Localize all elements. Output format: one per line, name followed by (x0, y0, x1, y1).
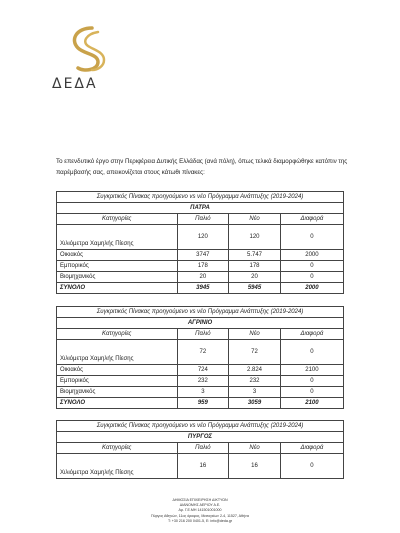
total-old: 3945 (177, 283, 229, 294)
deda-logo (58, 24, 118, 74)
cell-new: 232 (229, 376, 281, 387)
row-label: Βιομηχανικός (57, 387, 178, 398)
table-row (57, 225, 344, 250)
row-label: Χιλιόμετρα Χαμηλής Πίεσης (57, 340, 178, 365)
col-header: Διαφορά (280, 443, 343, 454)
total-old: 959 (177, 398, 229, 409)
cell-new: 20 (229, 272, 281, 283)
cell-old: 232 (177, 376, 229, 387)
cell-new: 3 (229, 387, 281, 398)
page-footer (0, 498, 400, 524)
col-header: Νέο (229, 214, 281, 225)
cell-diff: 0 (280, 454, 343, 479)
cell-diff: 0 (280, 261, 343, 272)
intro-text: Το επενδυτικό έργο στην Περιφέρεια Δυτικής Ελλάδας (ανά πόλη), όπως τελικά διαμορφώθηκε κατόπιν της παρέμβασής σας, απεικονίζεται στους κάτωθι πίνακες: (56, 158, 348, 176)
cell-old: 178 (177, 261, 229, 272)
cell-new: 5.747 (229, 250, 281, 261)
cell-diff: 0 (280, 340, 343, 365)
cell-old: 20 (177, 272, 229, 283)
cell-diff: 0 (280, 376, 343, 387)
cell-diff: 0 (280, 272, 343, 283)
table-row (57, 261, 344, 272)
row-label: Βιομηχανικός (57, 272, 178, 283)
col-header: Παλιό (177, 329, 229, 340)
col-header: Παλιό (177, 443, 229, 454)
table-city: ΠΑΤΡΑ (57, 203, 344, 214)
cell-old: 120 (177, 225, 229, 250)
table-city: ΑΓΡΙΝΙΟ (57, 318, 344, 329)
cell-new: 16 (229, 454, 281, 479)
col-header: Νέο (229, 329, 281, 340)
table-row (57, 454, 344, 479)
row-label: Εμπορικός (57, 376, 178, 387)
total-label: ΣΥΝΟΛΟ (57, 398, 178, 409)
table-row (57, 376, 344, 387)
table-city: ΠΥΡΓΟΣ (57, 432, 344, 443)
table-row (57, 387, 344, 398)
table-row (57, 365, 344, 376)
cell-old: 3747 (177, 250, 229, 261)
cell-new: 72 (229, 340, 281, 365)
footer-line: Πύργος Αθηνών, 11ος όροφος, Μεσογείων 2-4, 11527, Αθήνα (151, 513, 249, 518)
row-label: Οικιακός (57, 250, 178, 261)
total-diff: 2100 (280, 398, 343, 409)
table-agrinio (56, 306, 344, 409)
cell-new: 120 (229, 225, 281, 250)
cell-diff: 2000 (280, 250, 343, 261)
table-row (57, 250, 344, 261)
table-caption: Συγκριτικός Πίνακας προηγούμενο vs νέο Πρόγραμμα Ανάπτυξης (2019-2024) (57, 192, 344, 203)
table-row (57, 340, 344, 365)
total-new: 3059 (229, 398, 281, 409)
cell-old: 724 (177, 365, 229, 376)
total-new: 5945 (229, 283, 281, 294)
footer-line: Τ: +30 216 200 0401-5, Ε: info@deda.gr (167, 518, 233, 523)
total-label: ΣΥΝΟΛΟ (57, 283, 178, 294)
cell-diff: 0 (280, 225, 343, 250)
footer-line: ΔΙΑΝΟΜΗΣ ΑΕΡΙΟΥ Α.Ε. (179, 503, 221, 508)
total-row (57, 283, 344, 294)
col-header: Διαφορά (280, 214, 343, 225)
cell-old: 72 (177, 340, 229, 365)
table-caption: Συγκριτικός Πίνακας προηγούμενο vs νέο Πρόγραμμα Ανάπτυξης (2019-2024) (57, 307, 344, 318)
table-caption: Συγκριτικός Πίνακας προηγούμενο vs νέο Πρόγραμμα Ανάπτυξης (2019-2024) (57, 421, 344, 432)
row-label: Οικιακός (57, 365, 178, 376)
col-header: Διαφορά (280, 329, 343, 340)
deda-logo-mark-icon (58, 24, 118, 74)
cell-diff: 2100 (280, 365, 343, 376)
cell-new: 2.824 (229, 365, 281, 376)
table-patra (56, 191, 344, 294)
col-header: Κατηγορίες (57, 214, 178, 225)
brand-name: ΔΕΔΑ (52, 76, 98, 92)
footer-line: ΔΗΜΟΣΙΑ ΕΠΙΧΕΙΡΗΣΗ ΔΙΚΤΥΩΝ (172, 498, 228, 502)
row-label: Χιλιόμετρα Χαμηλής Πίεσης (57, 225, 178, 250)
table-row (57, 272, 344, 283)
row-label: Χιλιόμετρα Χαμηλής Πίεσης (57, 454, 178, 479)
total-diff: 2000 (280, 283, 343, 294)
col-header: Κατηγορίες (57, 443, 178, 454)
cell-diff: 0 (280, 387, 343, 398)
footer-line: Αρ. Γ.Ε.ΜΗ 141501001000 (178, 508, 222, 513)
col-header: Κατηγορίες (57, 329, 178, 340)
cell-old: 16 (177, 454, 229, 479)
row-label: Εμπορικός (57, 261, 178, 272)
cell-old: 3 (177, 387, 229, 398)
col-header: Νέο (229, 443, 281, 454)
cell-new: 178 (229, 261, 281, 272)
col-header: Παλιό (177, 214, 229, 225)
total-row (57, 398, 344, 409)
table-pyrgos (56, 420, 344, 479)
